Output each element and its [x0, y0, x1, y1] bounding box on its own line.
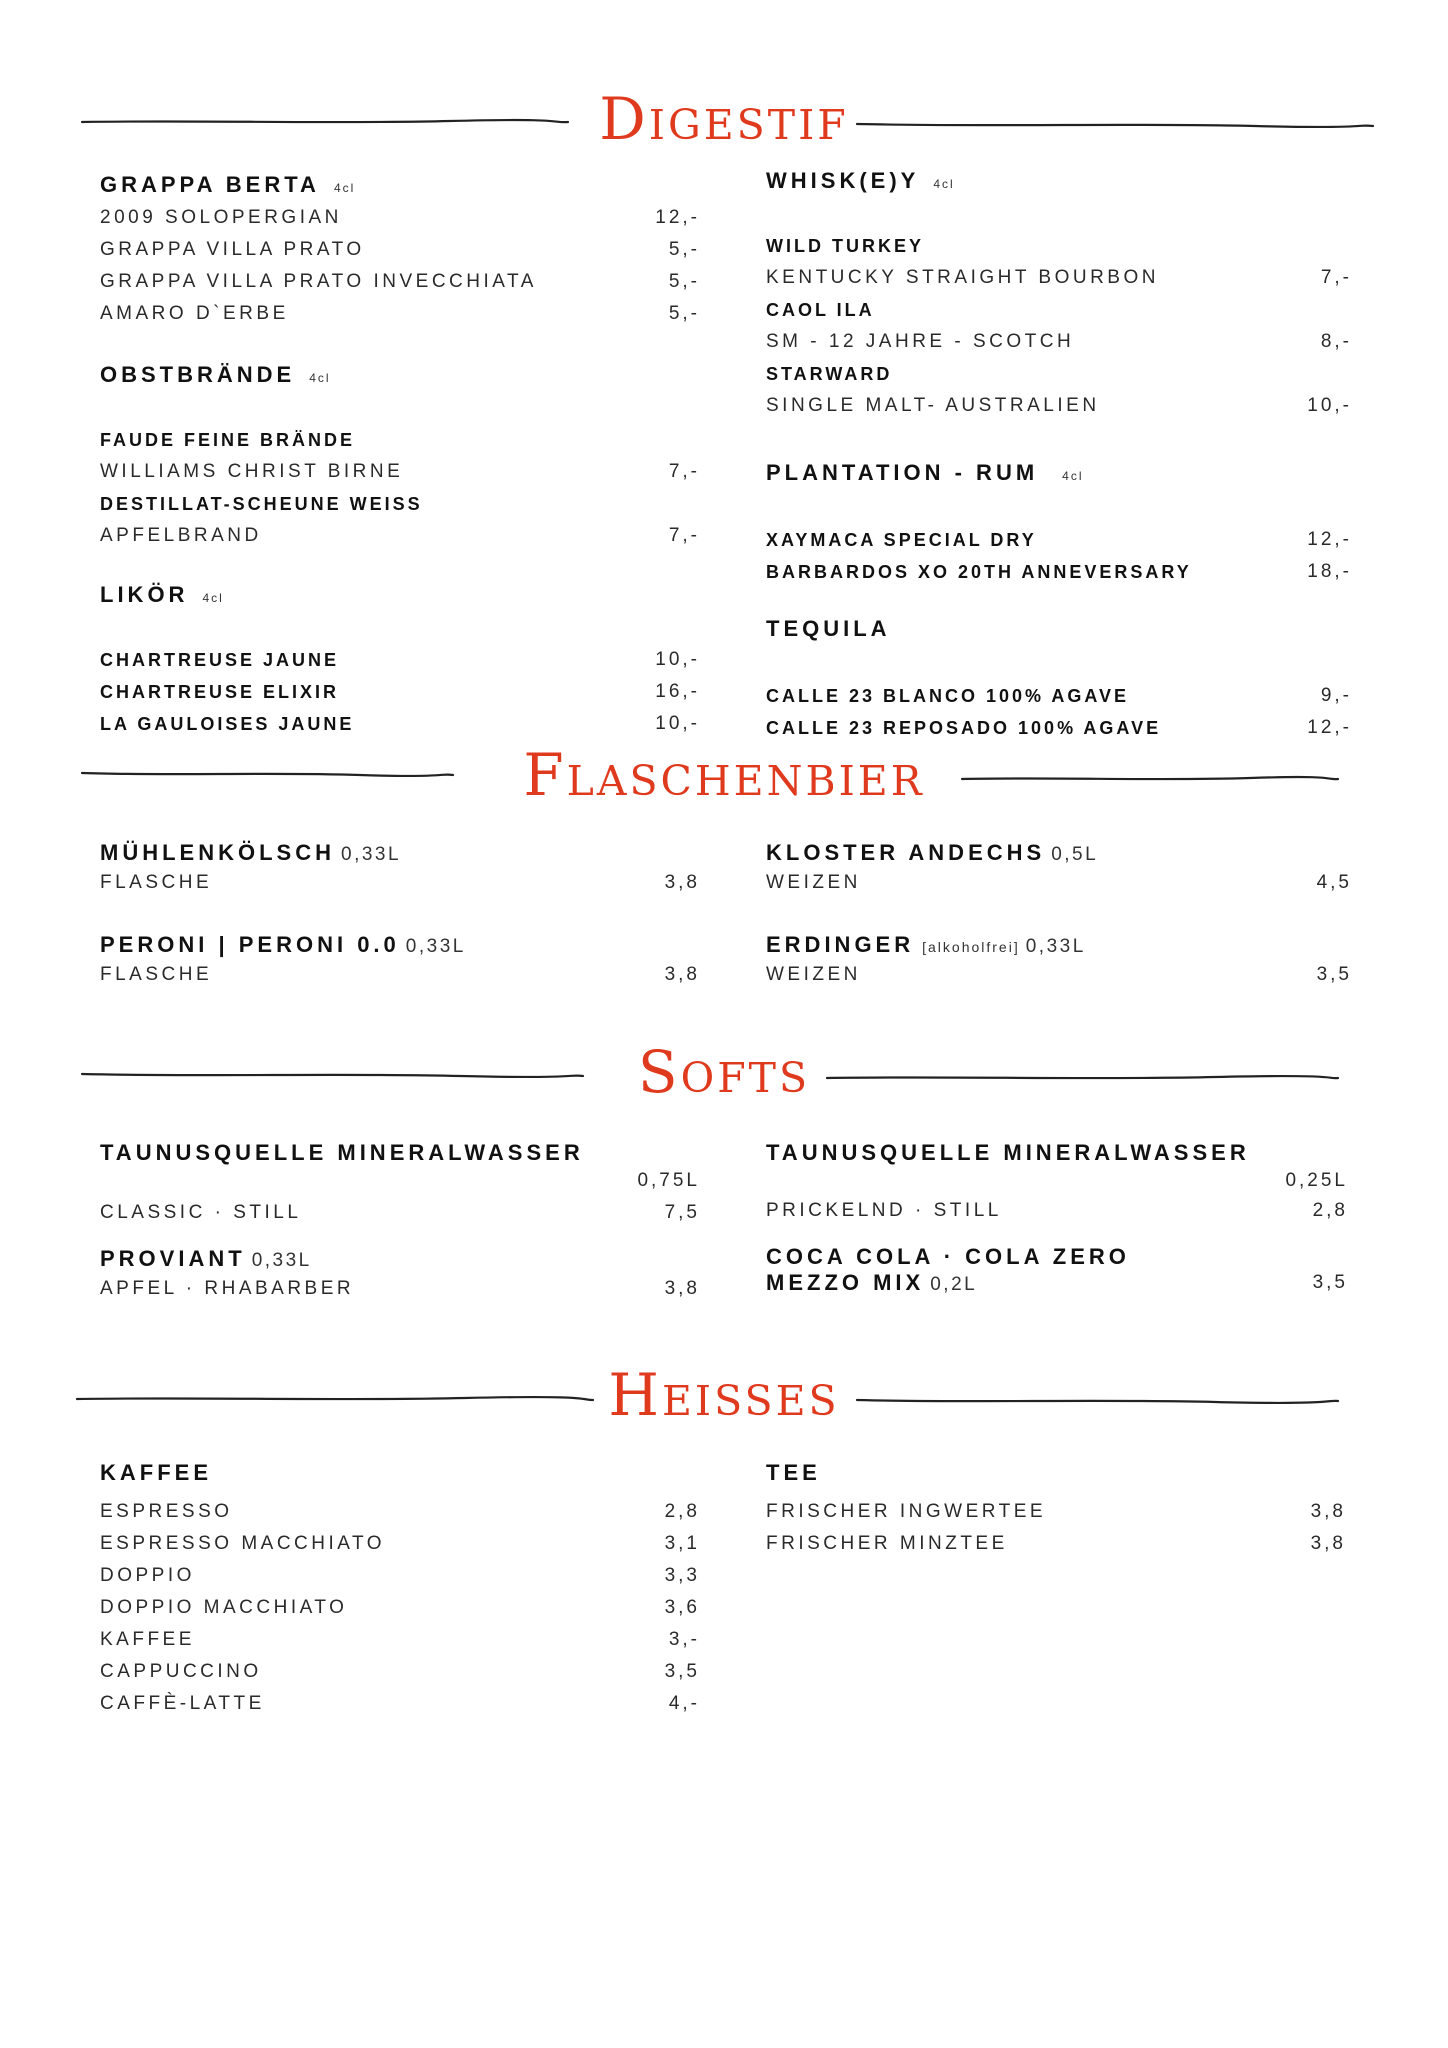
beer-item [100, 932, 700, 958]
item-name: ESPRESSO MACCHIATO [100, 1533, 386, 1554]
item-volume: 0,33L [341, 844, 402, 865]
brand-name: CAOL ILA [766, 299, 875, 320]
item-name: 2009 SOLOPERGIAN [100, 207, 342, 228]
list-item [766, 960, 1352, 990]
item-name: BARBARDOS XO 20TH ANNEVERSARY [766, 561, 1192, 582]
item-name: DOPPIO [100, 1565, 195, 1586]
item-price: 7,- [668, 461, 700, 482]
item-name: APFELBRAND [100, 525, 262, 546]
category-heading: WHISK(E)Y [766, 168, 920, 193]
likoer-heading [100, 582, 700, 608]
category-heading: TEE [766, 1460, 821, 1485]
item-price: 5,- [668, 239, 700, 260]
divider-line [855, 121, 1375, 129]
category-heading: PLANTATION - RUM [766, 460, 1039, 485]
kaffee-heading [100, 1460, 700, 1486]
list-item [100, 266, 700, 298]
list-item [100, 708, 700, 740]
item-price: 7,- [668, 525, 700, 546]
section-title-digestif: Digestif [599, 85, 849, 153]
item-price: 7,- [1320, 267, 1352, 288]
item-desc: WEIZEN [766, 872, 861, 893]
brand-name: FAUDE FEINE BRÄNDE [100, 429, 356, 450]
item-name: XAYMACA SPECIAL DRY [766, 529, 1037, 550]
bier-left-column [100, 840, 700, 1000]
item-price: 3,6 [664, 1597, 700, 1618]
item-price: 18,- [1307, 561, 1352, 582]
item-name: SM - 12 JAHRE - SCOTCH [766, 331, 1075, 352]
item-desc: PRICKELND · STILL [766, 1200, 1002, 1221]
item-price: 2,8 [1312, 1200, 1348, 1221]
divider-line [960, 775, 1340, 783]
list-item [766, 712, 1352, 744]
item-price: 4,- [668, 1693, 700, 1714]
divider-line [855, 1397, 1340, 1405]
item-name: KAFFEE [100, 1629, 195, 1650]
item-price: 3,8 [664, 1278, 700, 1299]
item-volume: 0,5L [1051, 844, 1099, 865]
item-price: 4,5 [1316, 872, 1352, 893]
item-name: CAFFÈ-LATTE [100, 1693, 265, 1714]
soft-item [100, 1140, 700, 1166]
item-price: 3,5 [1312, 1272, 1348, 1293]
item-name: CALLE 23 REPOSADO 100% AGAVE [766, 717, 1162, 738]
item-desc: WEIZEN [766, 964, 861, 985]
item-name: CAPPUCCINO [100, 1661, 262, 1682]
item-name: ERDINGER [766, 932, 915, 957]
list-item [100, 868, 700, 898]
list-item [100, 202, 700, 234]
list-item [100, 488, 700, 520]
item-volume: 0,75L [637, 1170, 700, 1191]
list-item [100, 1592, 700, 1624]
category-heading: GRAPPA BERTA [100, 172, 320, 197]
item-volume: 0,33L [405, 936, 466, 957]
item-name: KENTUCKY STRAIGHT BOURBON [766, 267, 1159, 288]
item-name: CHARTREUSE ELIXIR [100, 681, 340, 702]
item-price: 3,8 [664, 872, 700, 893]
item-name: MEZZO MIX [766, 1270, 925, 1295]
list-item [766, 868, 1352, 898]
obstbraende-heading [100, 362, 700, 388]
item-volume: 0,33L [1025, 936, 1086, 957]
item-desc: FLASCHE [100, 872, 213, 893]
grappa-heading [100, 172, 700, 198]
softs-right-column [766, 1140, 1348, 1320]
list-item [100, 1656, 700, 1688]
item-name: COCA COLA · COLA ZERO [766, 1244, 1130, 1269]
unit-label: 4cl [933, 177, 955, 191]
category-heading: KAFFEE [100, 1460, 212, 1485]
item-name: GRAPPA VILLA PRATO [100, 239, 365, 260]
category-heading: TEQUILA [766, 616, 891, 641]
item-name: TAUNUSQUELLE MINERALWASSER [766, 1140, 1250, 1165]
item-name: CHARTREUSE JAUNE [100, 649, 340, 670]
item-price: 10,- [655, 649, 700, 670]
item-extra: [alkoholfrei] [922, 939, 1020, 955]
item-name: KLOSTER ANDECHS [766, 840, 1046, 865]
item-price: 12,- [655, 207, 700, 228]
whisky-heading [766, 168, 1352, 194]
soft-item [766, 1244, 1348, 1270]
unit-label: 4cl [309, 371, 331, 385]
beer-item [766, 840, 1352, 866]
list-item [100, 1496, 700, 1528]
list-item [100, 1274, 700, 1304]
list-item [100, 676, 700, 708]
list-item [766, 262, 1352, 294]
item-price: 2,8 [664, 1501, 700, 1522]
item-name: PROVIANT [100, 1246, 246, 1271]
list-item [100, 1688, 700, 1720]
tee-column [766, 1460, 1346, 1580]
item-name: LA GAULOISES JAUNE [100, 713, 355, 734]
category-heading: LIKÖR [100, 582, 189, 607]
bier-right-column [766, 840, 1352, 1000]
item-price: 16,- [655, 681, 700, 702]
list-item [100, 1624, 700, 1656]
unit-label: 4cl [1062, 469, 1084, 483]
softs-left-column [100, 1140, 700, 1320]
item-name: GRAPPA VILLA PRATO INVECCHIATA [100, 271, 537, 292]
item-price: 8,- [1320, 331, 1352, 352]
item-volume: 0,33L [251, 1250, 312, 1271]
item-price: 3,8 [1310, 1501, 1346, 1522]
beer-item [766, 932, 1352, 958]
list-item [100, 1198, 700, 1228]
list-item [766, 294, 1352, 326]
list-item [766, 1496, 1346, 1528]
list-item [100, 1528, 700, 1560]
list-item [100, 1560, 700, 1592]
item-name: ESPRESSO [100, 1501, 233, 1522]
tee-heading [766, 1460, 1346, 1486]
item-volume: 0,25L [1285, 1170, 1348, 1191]
list-item [766, 1196, 1348, 1226]
item-price: 7,5 [664, 1202, 700, 1223]
tequila-heading [766, 616, 1352, 642]
item-name: TAUNUSQUELLE MINERALWASSER [100, 1140, 584, 1165]
item-price: 3,8 [664, 964, 700, 985]
list-item [100, 234, 700, 266]
list-item [100, 520, 700, 552]
item-name: FRISCHER INGWERTEE [766, 1501, 1047, 1522]
list-item [766, 556, 1352, 588]
list-item [766, 230, 1352, 262]
item-price: 5,- [668, 303, 700, 324]
brand-name: DESTILLAT-SCHEUNE WEISS [100, 493, 423, 514]
item-price: 9,- [1320, 685, 1352, 706]
rum-heading [766, 460, 1352, 486]
item-desc: FLASCHE [100, 964, 213, 985]
item-price: 3,5 [664, 1661, 700, 1682]
item-desc: CLASSIC · STILL [100, 1202, 302, 1223]
item-price: 3,8 [1310, 1533, 1346, 1554]
beer-item [100, 840, 700, 866]
item-name: AMARO D`ERBE [100, 303, 289, 324]
soft-item [100, 1246, 700, 1272]
item-name: PERONI | PERONI 0.0 [100, 932, 400, 957]
item-price: 3,5 [1316, 964, 1352, 985]
divider-line [825, 1074, 1340, 1082]
item-name: CALLE 23 BLANCO 100% AGAVE [766, 685, 1130, 706]
unit-label: 4cl [202, 591, 224, 605]
item-price: 3,- [668, 1629, 700, 1650]
brand-name: WILD TURKEY [766, 235, 924, 256]
item-price: 5,- [668, 271, 700, 292]
item-price: 12,- [1307, 529, 1352, 550]
item-volume: 0,2L [930, 1274, 978, 1295]
digestif-left-column [100, 160, 700, 740]
item-name: DOPPIO MACCHIATO [100, 1597, 348, 1618]
digestif-right-column [766, 160, 1352, 740]
item-price: 12,- [1307, 717, 1352, 738]
section-title-flaschenbier: Flaschenbier [523, 741, 925, 809]
list-item [766, 390, 1352, 422]
list-item [766, 1528, 1346, 1560]
item-name: WILLIAMS CHRIST BIRNE [100, 461, 404, 482]
item-name: FRISCHER MINZTEE [766, 1533, 1008, 1554]
kaffee-column [100, 1460, 700, 1720]
list-item [100, 424, 700, 456]
item-price: 10,- [655, 713, 700, 734]
section-title-softs: Softs [637, 1038, 811, 1106]
list-item [766, 358, 1352, 390]
item-price: 10,- [1307, 395, 1352, 416]
item-name: SINGLE MALT- AUSTRALIEN [766, 395, 1100, 416]
list-item [766, 524, 1352, 556]
brand-name: STARWARD [766, 363, 893, 384]
list-item [100, 298, 700, 330]
list-item [766, 326, 1352, 358]
list-item [100, 644, 700, 676]
item-desc: APFEL · RHABARBER [100, 1278, 355, 1299]
soft-item [766, 1140, 1348, 1166]
unit-label: 4cl [333, 181, 356, 195]
item-name: MÜHLENKÖLSCH [100, 840, 335, 865]
category-heading: OBSTBRÄNDE [100, 362, 296, 387]
item-price: 3,3 [664, 1565, 700, 1586]
list-item [100, 456, 700, 488]
section-title-heisses: Heisses [608, 1361, 840, 1429]
list-item [766, 1268, 1348, 1298]
list-item [100, 960, 700, 990]
list-item [766, 680, 1352, 712]
item-price: 3,1 [664, 1533, 700, 1554]
